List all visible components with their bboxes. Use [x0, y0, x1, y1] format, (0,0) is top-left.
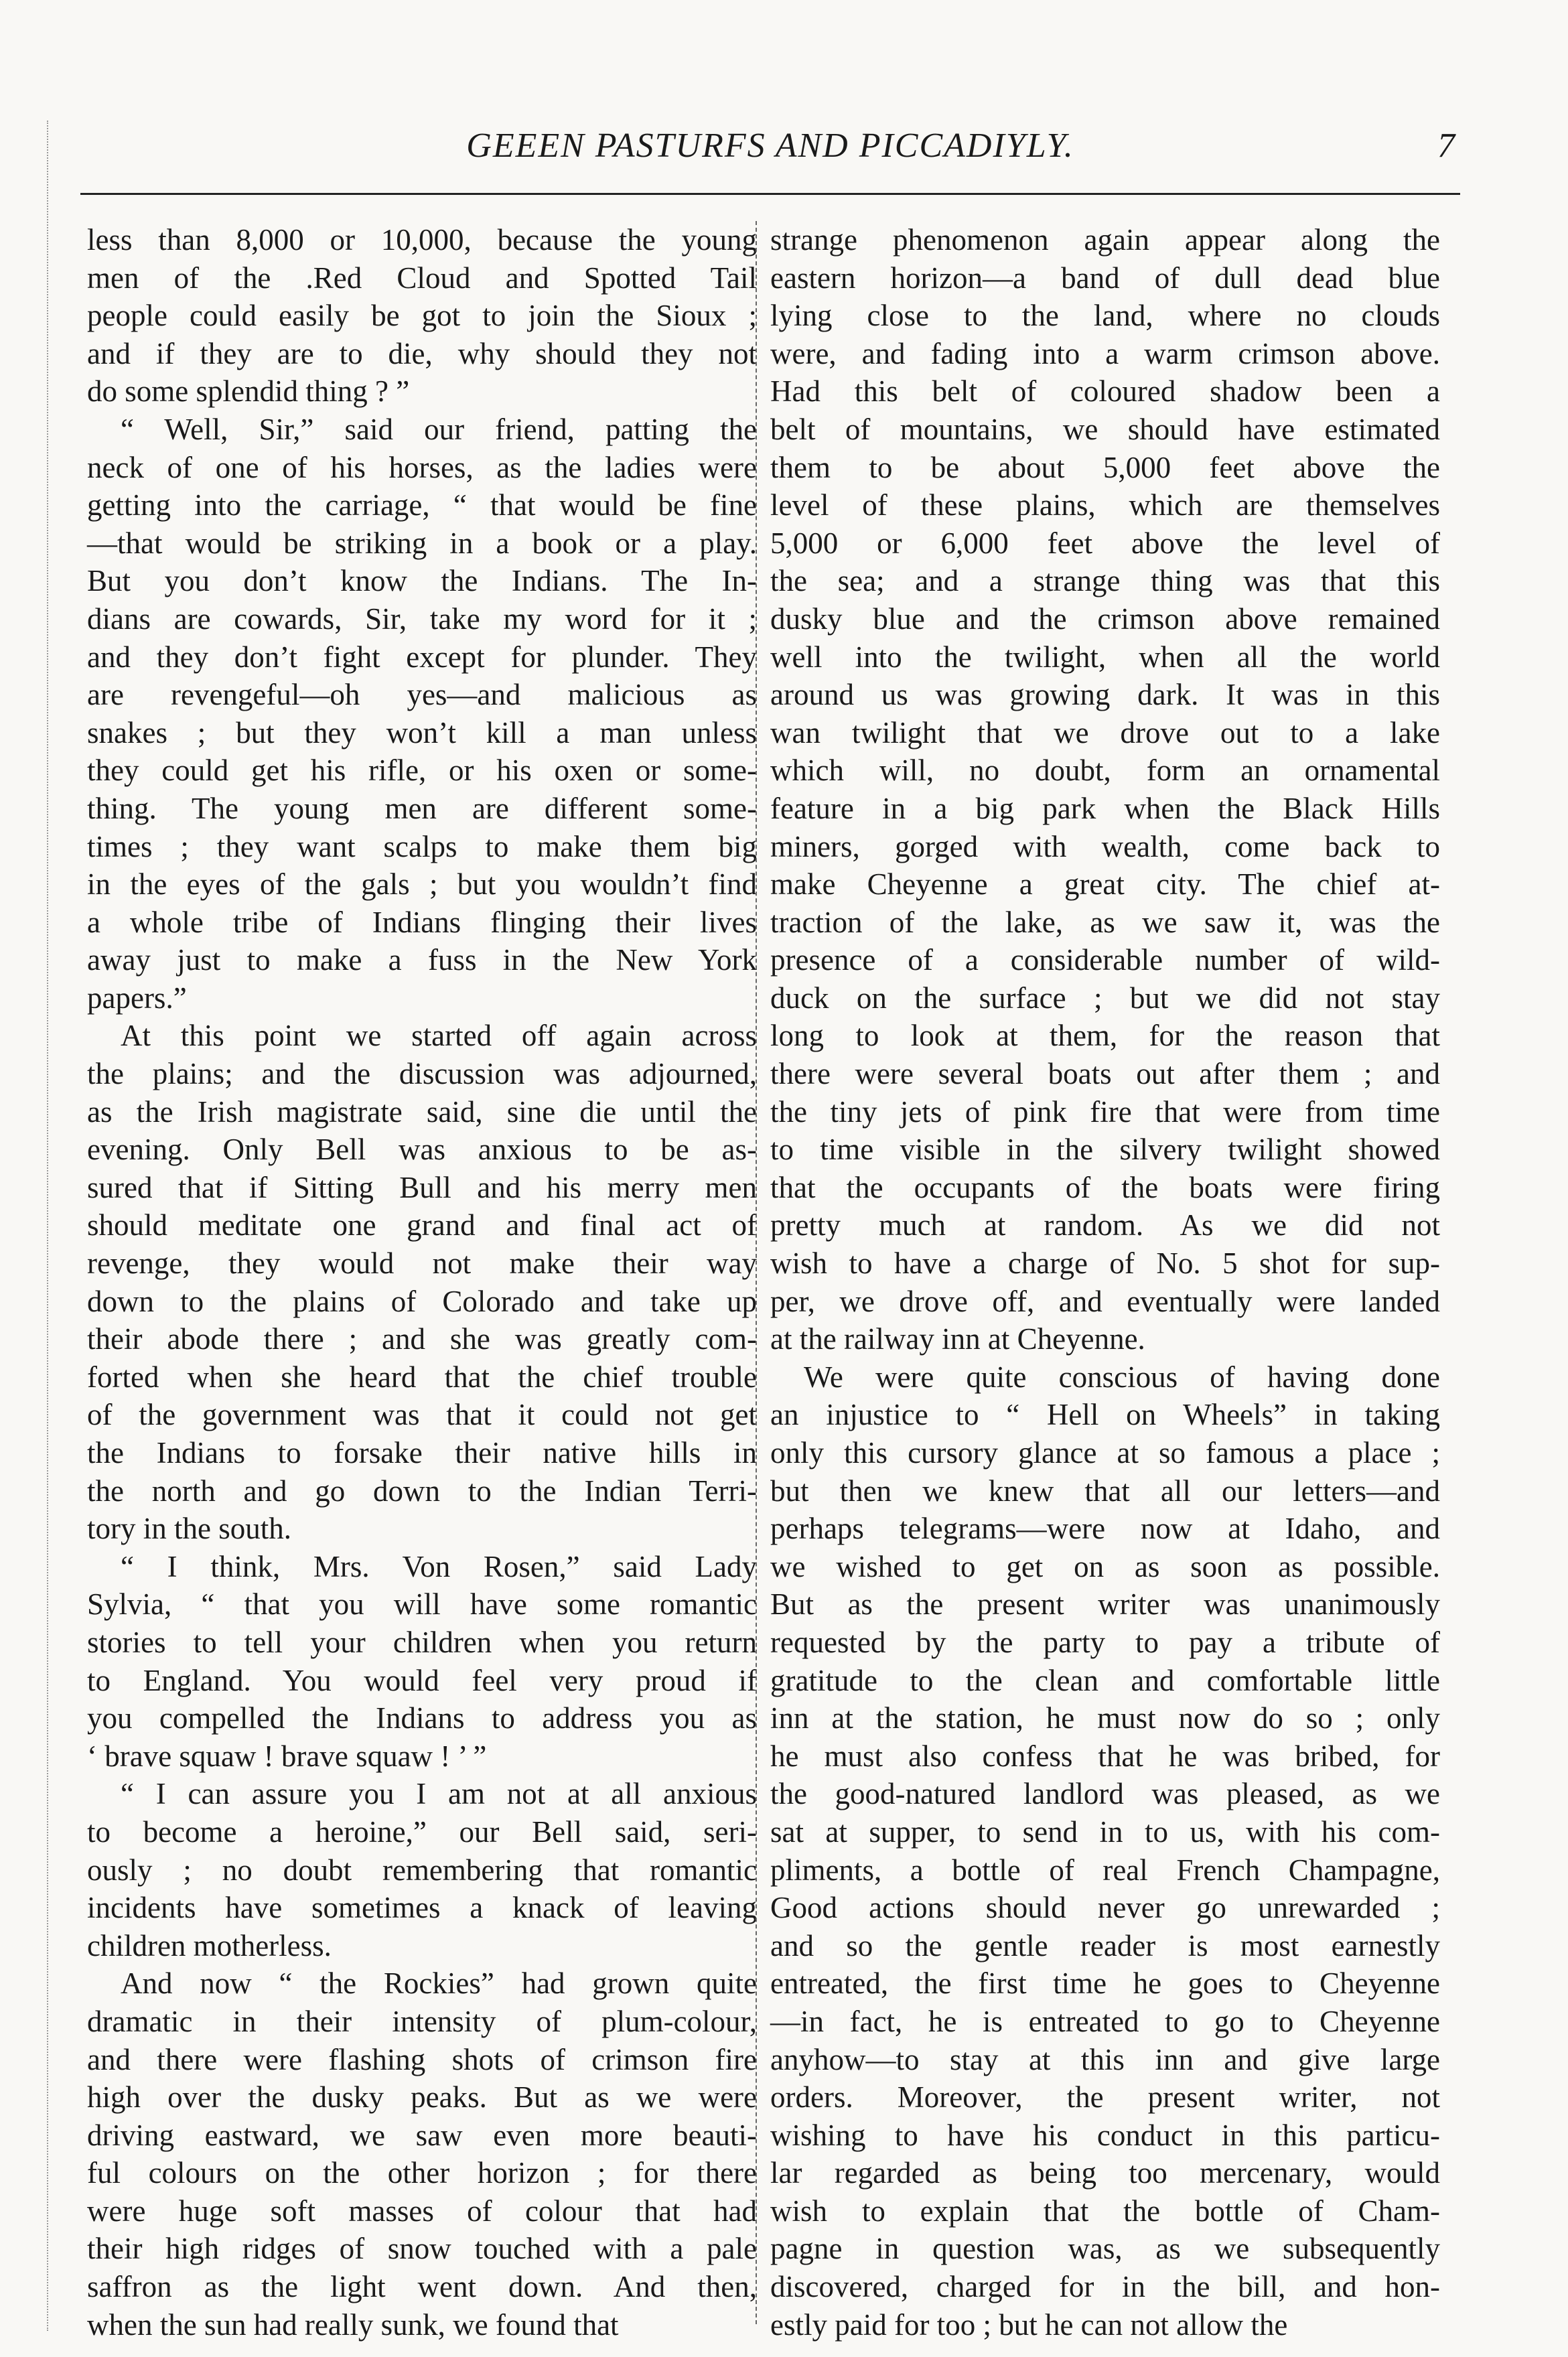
text-line: But as the present writer was unanimously — [770, 1587, 1440, 1622]
text-line: estly paid for too ; but he can not allow the — [770, 2307, 1288, 2342]
text-line: which will, no doubt, form an ornamental — [770, 754, 1440, 788]
text-line: were, and fading into a warm crimson above. — [770, 336, 1440, 370]
text-line: Good actions should never go unrewarded ; — [770, 1891, 1440, 1925]
page-header — [80, 119, 1460, 173]
text-line: “ I think, Mrs. Von Rosen,” said Lady — [121, 1549, 757, 1583]
text-line: —that would be striking in a book or a play. — [87, 526, 757, 560]
text-line: getting into the carriage, “ that would be fine — [87, 488, 757, 522]
text-line: entreated, the first time he goes to Cheyenne — [770, 1967, 1440, 2001]
text-line: their high ridges of snow touched with a pale — [87, 2232, 757, 2266]
text-line: wan twilight that we drove out to a lake — [770, 715, 1440, 749]
text-line: the tiny jets of pink fire that were from time — [770, 1094, 1440, 1129]
text-line: he must also confess that he was bribed, for — [770, 1739, 1440, 1773]
text-line: level of these plains, which are themselves — [770, 488, 1440, 522]
text-line: saffron as the light went down. And then, — [87, 2270, 757, 2304]
text-line: But you don’t know the Indians. The In- — [87, 564, 757, 598]
text-line: Had this belt of coloured shadow been a — [770, 374, 1440, 409]
header-rule — [80, 193, 1460, 195]
text-line: pagne in question was, as we subsequently — [770, 2232, 1440, 2266]
text-line: inn at the station, he must now do so ; only — [770, 1701, 1440, 1735]
text-line: feature in a big park when the Black Hills — [770, 791, 1440, 825]
text-line: ‘ brave squaw ! brave squaw ! ’ ” — [87, 1739, 487, 1773]
text-line: discovered, charged for in the bill, and hon- — [770, 2270, 1440, 2304]
text-line: long to look at them, for the reason that — [770, 1019, 1440, 1053]
text-line: and there were flashing shots of crimson fire — [87, 2042, 757, 2076]
text-line: stories to tell your children when you return — [87, 1625, 757, 1659]
text-line: traction of the lake, as we saw it, was the — [770, 905, 1440, 939]
text-line: snakes ; but they won’t kill a man unless — [87, 715, 757, 749]
text-line: sat at supper, to send in to us, with his com- — [770, 1814, 1440, 1849]
text-line: belt of mountains, we should have estimated — [770, 412, 1440, 446]
text-line: around us was growing dark. It was in this — [770, 678, 1440, 712]
text-line: papers.” — [87, 981, 187, 1015]
text-line: wish to have a charge of No. 5 shot for sup- — [770, 1246, 1440, 1281]
text-line: revenge, they would not make their way — [87, 1246, 757, 1281]
text-line: incidents have sometimes a knack of leaving — [87, 1891, 757, 1925]
text-line: dusky blue and the crimson above remained — [770, 601, 1440, 636]
text-line: that the occupants of the boats were firing — [770, 1170, 1440, 1204]
binding-edge — [47, 121, 48, 2331]
running-head: GEEEN PASTURFS AND PICCADIYLY. — [466, 127, 1074, 165]
text-line: an injustice to “ Hell on Wheels” in taking — [770, 1398, 1440, 1432]
text-line: pliments, a bottle of real French Champagne, — [770, 1853, 1440, 1887]
left-column — [87, 221, 757, 2344]
text-line: were huge soft masses of colour that had — [87, 2194, 757, 2228]
text-line: ful colours on the other horizon ; for there — [87, 2156, 757, 2190]
text-line: presence of a considerable number of wild- — [770, 943, 1440, 977]
text-line: strange phenomenon again appear along the — [770, 223, 1440, 257]
text-line: only this cursory glance at so famous a place ; — [770, 1436, 1440, 1470]
text-line: and they don’t fight except for plunder. They — [87, 640, 757, 674]
text-line: as the Irish magistrate said, sine die until the — [87, 1094, 757, 1129]
text-line: sured that if Sitting Bull and his merry men — [87, 1170, 757, 1204]
text-line: times ; they want scalps to make them big — [87, 829, 757, 863]
text-line: perhaps telegrams—were now at Idaho, and — [770, 1512, 1440, 1546]
text-line: do some splendid thing ? ” — [87, 374, 410, 409]
text-line: evening. Only Bell was anxious to be as- — [87, 1133, 757, 1167]
text-line: And now “ the Rockies” had grown quite — [121, 1967, 757, 2001]
right-column — [770, 221, 1440, 2344]
text-line: to England. You would feel very proud if — [87, 1663, 757, 1697]
text-line: them to be about 5,000 feet above the — [770, 450, 1440, 484]
text-line: children motherless. — [87, 1928, 332, 1962]
text-line: there were several boats out after them ; and — [770, 1057, 1440, 1091]
text-line: and if they are to die, why should they not — [87, 336, 757, 370]
text-line: make Cheyenne a great city. The chief at- — [770, 867, 1440, 902]
text-line: less than 8,000 or 10,000, because the young — [87, 223, 757, 257]
text-line: should meditate one grand and final act of — [87, 1208, 757, 1242]
text-line: lying close to the land, where no clouds — [770, 299, 1440, 333]
text-line: We were quite conscious of having done — [804, 1360, 1440, 1394]
text-line: wish to explain that the bottle of Cham- — [770, 2194, 1440, 2228]
text-line: people could easily be got to join the Sioux ; — [87, 299, 757, 333]
text-line: dramatic in their intensity of plum-colour, — [87, 2004, 757, 2038]
text-line: “ I can assure you I am not at all anxious — [121, 1777, 757, 1811]
text-line: the good-natured landlord was pleased, as we — [770, 1777, 1440, 1811]
text-line: when the sun had really sunk, we found that — [87, 2307, 619, 2342]
text-line: driving eastward, we saw even more beauti- — [87, 2118, 757, 2152]
text-line: the plains; and the discussion was adjourned, — [87, 1057, 757, 1091]
text-line: gratitude to the clean and comfortable little — [770, 1663, 1440, 1697]
text-line: to time visible in the silvery twilight showed — [770, 1133, 1440, 1167]
text-line: duck on the surface ; but we did not stay — [770, 981, 1440, 1015]
text-line: tory in the south. — [87, 1512, 291, 1546]
text-line: in the eyes of the gals ; but you wouldn’t find — [87, 867, 757, 902]
text-line: we wished to get on as soon as possible. — [770, 1549, 1440, 1583]
text-line: their abode there ; and she was greatly com- — [87, 1322, 757, 1356]
text-line: men of the .Red Cloud and Spotted Tail — [87, 261, 757, 295]
text-line: dians are cowards, Sir, take my word for it ; — [87, 601, 757, 636]
column-divider — [756, 221, 757, 2324]
text-line: and so the gentle reader is most earnestly — [770, 1928, 1440, 1962]
text-line: a whole tribe of Indians flinging their lives — [87, 905, 757, 939]
text-line: away just to make a fuss in the New York — [87, 943, 757, 977]
text-line: to become a heroine,” our Bell said, seri- — [87, 1814, 757, 1849]
text-line: lar regarded as being too mercenary, would — [770, 2156, 1440, 2190]
text-line: orders. Moreover, the present writer, not — [770, 2080, 1440, 2115]
page-number: 7 — [1437, 127, 1455, 165]
text-line: you compelled the Indians to address you as — [87, 1701, 757, 1735]
text-line: “ Well, Sir,” said our friend, patting the — [121, 412, 757, 446]
text-line: Sylvia, “ that you will have some romantic — [87, 1587, 757, 1622]
text-line: but then we knew that all our letters—and — [770, 1474, 1440, 1508]
text-line: ously ; no doubt remembering that romantic — [87, 1853, 757, 1887]
text-line: they could get his rifle, or his oxen or some- — [87, 754, 757, 788]
text-line: well into the twilight, when all the world — [770, 640, 1440, 674]
text-line: At this point we started off again across — [121, 1019, 757, 1053]
text-line: are revengeful—oh yes—and malicious as — [87, 678, 757, 712]
text-line: at the railway inn at Cheyenne. — [770, 1322, 1145, 1356]
text-line: the Indians to forsake their native hills in — [87, 1436, 757, 1470]
text-line: —in fact, he is entreated to go to Cheyenne — [770, 2004, 1440, 2038]
text-line: 5,000 or 6,000 feet above the level of — [770, 526, 1440, 560]
text-line: neck of one of his horses, as the ladies were — [87, 450, 757, 484]
text-line: down to the plains of Colorado and take up — [87, 1284, 757, 1318]
text-line: miners, gorged with wealth, come back to — [770, 829, 1440, 863]
text-line: the sea; and a strange thing was that this — [770, 564, 1440, 598]
text-line: forted when she heard that the chief trouble — [87, 1360, 757, 1394]
text-line: of the government was that it could not get — [87, 1398, 757, 1432]
text-line: wishing to have his conduct in this particu- — [770, 2118, 1440, 2152]
text-line: anyhow—to stay at this inn and give large — [770, 2042, 1440, 2076]
text-line: the north and go down to the Indian Terri- — [87, 1474, 757, 1508]
text-line: eastern horizon—a band of dull dead blue — [770, 261, 1440, 295]
text-line: thing. The young men are different some- — [87, 791, 757, 825]
text-line: per, we drove off, and eventually were landed — [770, 1284, 1440, 1318]
text-line: high over the dusky peaks. But as we were — [87, 2080, 757, 2115]
text-line: pretty much at random. As we did not — [770, 1208, 1440, 1242]
text-line: requested by the party to pay a tribute of — [770, 1625, 1440, 1659]
